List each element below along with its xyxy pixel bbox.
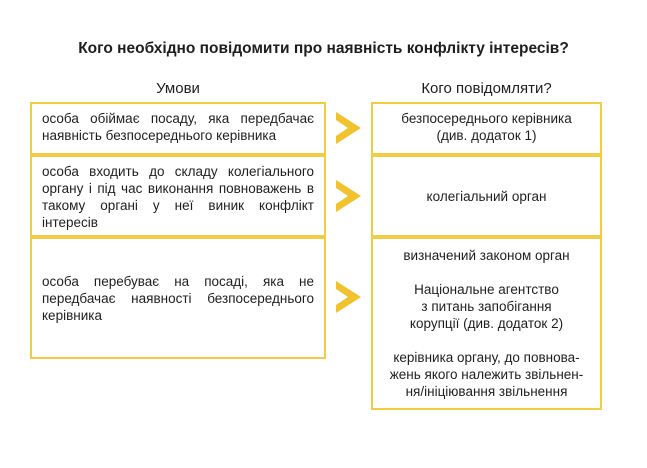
notify-box-2	[371, 155, 602, 237]
arrow-icon-2	[334, 178, 363, 214]
notify-line: Національне агентство	[414, 282, 559, 297]
notify-line: ня/ініціювання звільнення	[405, 384, 568, 399]
notify-line: колегіальний орган	[426, 188, 547, 204]
conditions-header: Умови	[156, 80, 200, 97]
notify-line: визначений законом орган	[403, 248, 570, 263]
arrow-icon-1	[334, 110, 363, 146]
notify-line: керівника органу, до повнова-	[393, 350, 580, 365]
condition-box-2	[30, 155, 326, 237]
diagram-title: Кого необхідно повідомити про наявність конфлікту інтересів?	[78, 40, 569, 57]
notify-box-1	[371, 102, 602, 155]
condition-box-1	[30, 102, 326, 155]
condition-text-1: особа обіймає посаду, яка передбачає наявність безпосереднього керівника	[42, 111, 314, 143]
condition-box-3	[30, 237, 326, 359]
notify-line: безпосереднього керівника	[401, 111, 572, 126]
condition-text-2: особа входить до складу колегіального органу і під час виконання повноважень в такому органі у неї виник конфлікт інтересів	[42, 164, 314, 230]
notify-line: жень якого належить звільнен-	[389, 367, 584, 382]
condition-text-3: особа перебуває на посаді, яка не передбачає наявності безпосереднього керівника	[42, 273, 314, 323]
arrow-icon-3	[334, 279, 363, 315]
notify-line: (див. додаток 1)	[436, 128, 537, 143]
notify-header: Кого повідомляти?	[421, 80, 552, 97]
notify-line: з питань запобігання	[421, 299, 552, 314]
notify-line: корупції (див. додаток 2)	[409, 316, 564, 331]
notify-box-3	[371, 237, 602, 410]
